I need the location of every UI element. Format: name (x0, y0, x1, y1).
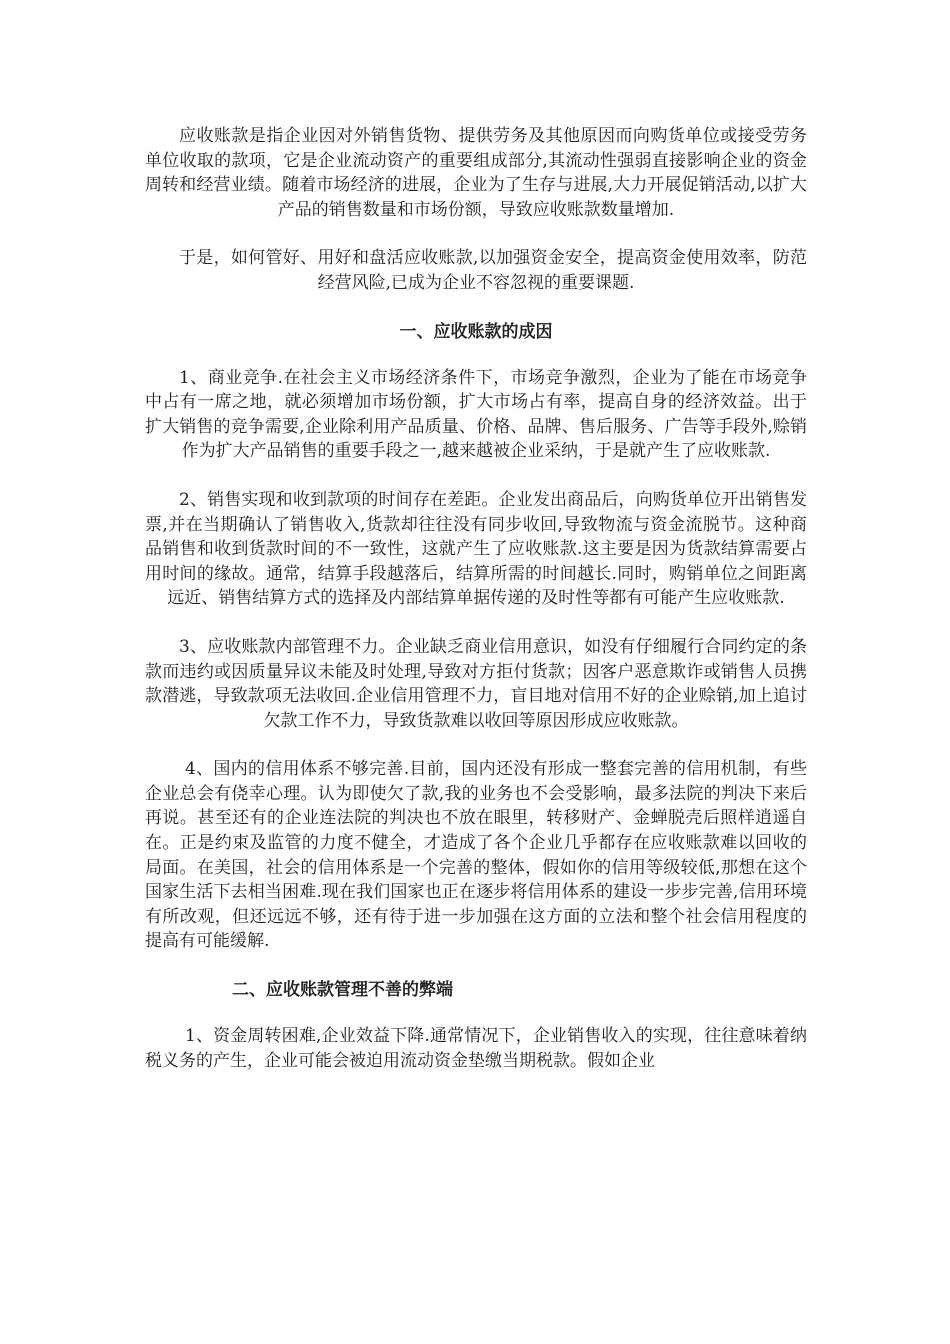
section-1-heading: 一、应收账款的成因 (399, 321, 553, 342)
section-2-paragraph-1: 1、资金周转困难,企业效益下降.通常情况下，企业销售收入的实现，往往意味着纳税义务的产生，企业可能会被迫用流动资金垫缴当期税款。假如企业 (145, 1026, 807, 1071)
intro-paragraph-1: 应收账款是指企业因对外销售货物、提供劳务及其他原因而向购货单位或接受劳务单位收取的款项，它是企业流动资产的重要组成部分,其流动性强弱直接影响企业的资金周转和经营业绩。随着市场经济的进展，企业为了生存与进展,大力开展促销活动,以扩大产品的销售数量和市场份额，导致应收账款数量增加. (145, 126, 807, 220)
section-1-paragraph-1: 1、商业竞争.在社会主义市场经济条件下，市场竞争激烈，企业为了能在市场竞争中占有一席之地，就必须增加市场份额，扩大市场占有率，提高自身的经济效益。出于扩大销售的竞争需要,企业除利用产品质量、价格、品牌、售后服务、广告等手段外,赊销作为扩大产品销售的重要手段之一,越来越被企业采纳，于是就产生了应收账款. (145, 367, 807, 462)
intro-paragraph-2: 于是，如何管好、用好和盘活应收账款,以加强资金安全，提高资金使用效率，防范经营风险,已成为企业不容忽视的重要课题. (179, 248, 807, 293)
section-1-paragraph-3: 3、应收账款内部管理不力。企业缺乏商业信用意识，如没有仔细履行合同约定的条款而违约或因质量异议未能及时处理,导致对方拒付货款；因客户恶意欺诈或销售人员携款潜逃，导致款项无法收回.企业信用管理不力，盲目地对信用不好的企业赊销,加上追讨欠款工作不力，导致货款难以收回等原因形成应收账款。 (145, 636, 807, 731)
section-1-paragraph-2: 2、销售实现和收到款项的时间存在差距。企业发出商品后，向购货单位开出销售发票,并在当期确认了销售收入,货款却往往没有同步收回,导致物流与资金流脱节。这种商品销售和收到货款时间的不一致性，这就产生了应收账款.这主要是因为货款结算需要占用时间的缘故。通常，结算手段越落后，结算所需的时间越长.同时，购销单位之间距离远近、销售结算方式的选择及内部结算单据传递的及时性等都有可能产生应收账款. (145, 489, 807, 609)
document-page (145, 124, 807, 1097)
section-2-heading: 二、应收账款管理不善的弊端 (232, 980, 453, 1001)
section-1-paragraph-4: 4、国内的信用体系不够完善.目前，国内还没有形成一整套完善的信用机制，有些企业总会有侥幸心理。认为即使欠了款,我的业务也不会受影响，最多法院的判决下来后再说。甚至还有的企业连法院的判决也不放在眼里，转移财产、金蝉脱壳后照样逍遥自在。正是约束及监管的力度不健全，才造成了各个企业几乎都存在应收账款难以回收的局面。在美国，社会的信用体系是一个完善的整体，假如你的信用等级较低,那想在这个国家生活下去相当困难.现在我们国家也正在逐步将信用体系的建设一步步完善,信用环境有所改观，但还远远不够，还有待于进一步加强在这方面的立法和整个社会信用程度的提高有可能缓解. (145, 759, 807, 952)
